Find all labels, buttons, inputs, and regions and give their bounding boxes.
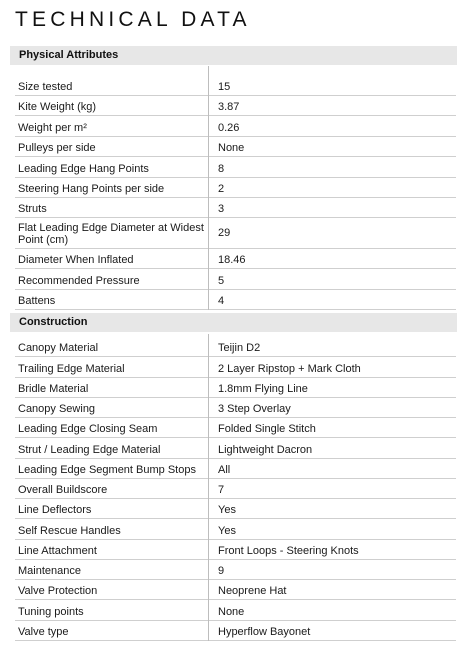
- row-value: None: [218, 142, 245, 154]
- row-label: Flat Leading Edge Diameter at Widest Point (cm): [18, 222, 204, 246]
- table-row: [15, 178, 456, 198]
- table-row: [15, 438, 456, 459]
- row-value: 15: [218, 81, 231, 93]
- table-row: [15, 479, 456, 499]
- row-label: Kite Weight (kg): [18, 101, 97, 113]
- table-row: [15, 357, 456, 378]
- row-value: 18.46: [218, 254, 246, 266]
- row-value: All: [218, 464, 231, 476]
- table-row: [15, 337, 456, 357]
- row-label: Valve type: [18, 626, 69, 638]
- row-value: 3 Step Overlay: [218, 403, 291, 415]
- table-row: [15, 540, 456, 560]
- table-row: [15, 157, 456, 178]
- row-value: None: [218, 606, 245, 618]
- row-label: Line Attachment: [18, 545, 97, 557]
- row-value: 9: [218, 565, 225, 577]
- row-value: Teijin D2: [218, 342, 261, 354]
- row-value: 2: [218, 183, 225, 195]
- row-value: 1.8mm Flying Line: [218, 383, 308, 395]
- row-label: Valve Protection: [18, 585, 98, 597]
- row-label: Steering Hang Points per side: [18, 183, 165, 195]
- section-header: Construction: [10, 313, 457, 332]
- row-value: 0.26: [218, 122, 240, 134]
- row-label: Struts: [18, 203, 47, 215]
- row-label: Maintenance: [18, 565, 81, 577]
- row-label: Leading Edge Hang Points: [18, 163, 149, 175]
- row-value: 29: [218, 227, 231, 239]
- row-value: Lightweight Dacron: [218, 444, 313, 456]
- row-value: Yes: [218, 504, 236, 516]
- row-label: Battens: [18, 295, 56, 307]
- row-label: Overall Buildscore: [18, 484, 108, 496]
- table-row: [15, 249, 456, 269]
- row-value: Neoprene Hat: [218, 585, 287, 597]
- row-label: Leading Edge Closing Seam: [18, 423, 158, 435]
- section-header: Physical Attributes: [10, 46, 457, 65]
- row-value: Hyperflow Bayonet: [218, 626, 311, 638]
- table-row: [15, 398, 456, 418]
- table-row: [15, 378, 456, 398]
- row-value: Yes: [218, 525, 236, 537]
- row-label: Pulleys per side: [18, 142, 96, 154]
- row-value: 4: [218, 295, 225, 307]
- row-value: Front Loops - Steering Knots: [218, 545, 359, 557]
- row-label: Diameter When Inflated: [18, 254, 134, 266]
- table-row: [15, 418, 456, 438]
- row-value: 2 Layer Ripstop + Mark Cloth: [218, 363, 361, 375]
- row-label: Leading Edge Segment Bump Stops: [18, 464, 196, 476]
- table-row: [15, 600, 456, 621]
- row-label: Size tested: [18, 81, 73, 93]
- table-row: [15, 116, 456, 137]
- row-value: 3: [218, 203, 225, 215]
- column-divider: [208, 66, 209, 310]
- table-row: [15, 96, 456, 116]
- table-row: [15, 269, 456, 290]
- table-row: [15, 218, 456, 249]
- row-value: 8: [218, 163, 225, 175]
- table-row: [15, 290, 456, 310]
- table-row: [15, 560, 456, 580]
- table-row: [15, 499, 456, 519]
- table-row: [15, 621, 456, 641]
- row-label: Self Rescue Handles: [18, 525, 121, 537]
- row-label: Tuning points: [18, 606, 84, 618]
- table-row: [15, 459, 456, 479]
- row-label: Bridle Material: [18, 383, 89, 395]
- row-value: 7: [218, 484, 225, 496]
- row-label: Trailing Edge Material: [18, 363, 125, 375]
- row-label: Canopy Sewing: [18, 403, 96, 415]
- row-value: 5: [218, 275, 225, 287]
- row-label: Recommended Pressure: [18, 275, 140, 287]
- table-row: [15, 75, 456, 96]
- column-divider: [208, 334, 209, 641]
- table-row: [15, 519, 456, 540]
- page-title: TECHNICAL DATA: [15, 8, 251, 31]
- row-value: 3.87: [218, 101, 240, 113]
- row-label: Canopy Material: [18, 342, 99, 354]
- row-value: Folded Single Stitch: [218, 423, 316, 435]
- row-label: Weight per m²: [18, 122, 87, 134]
- table-row: [15, 580, 456, 600]
- table-row: [15, 137, 456, 157]
- table-row: [15, 198, 456, 218]
- row-label: Line Deflectors: [18, 504, 92, 516]
- row-label: Strut / Leading Edge Material: [18, 444, 161, 456]
